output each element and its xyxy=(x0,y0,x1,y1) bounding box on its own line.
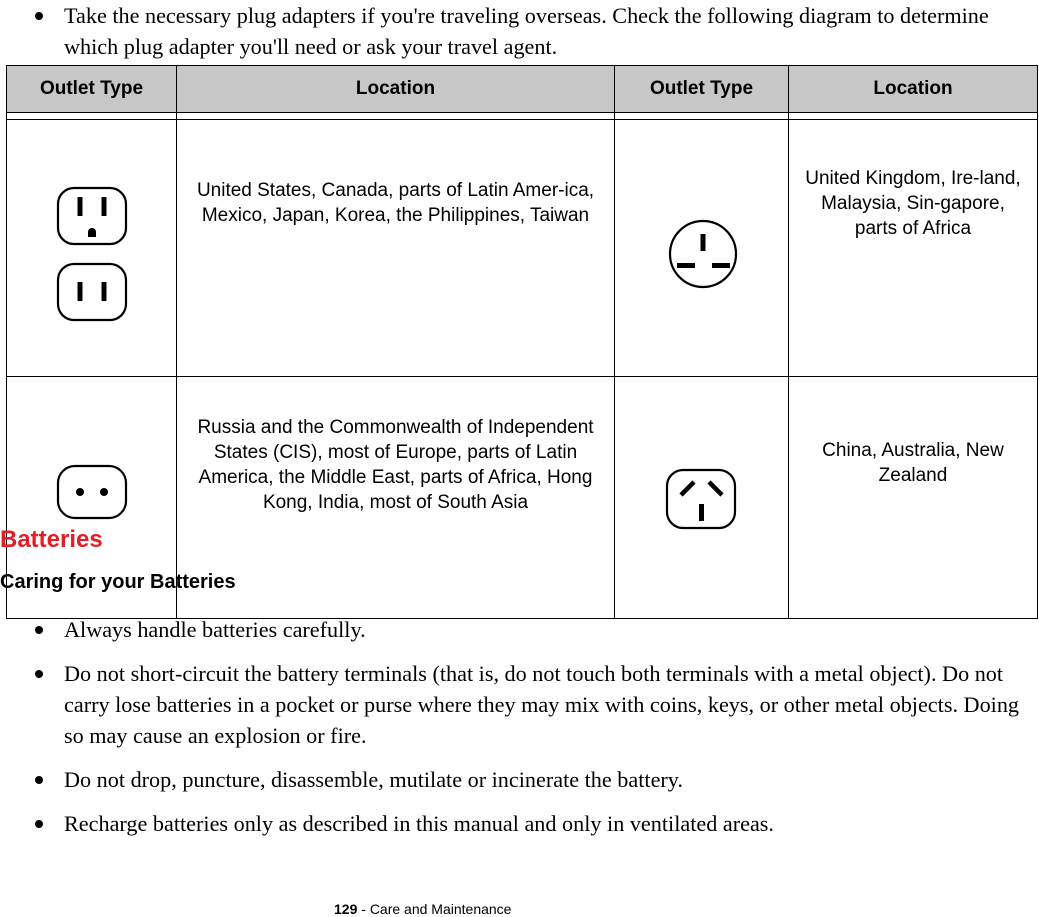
location-cell: United Kingdom, Ire-land, Malaysia, Sin-gapore, parts of Africa xyxy=(789,120,1038,377)
list-item xyxy=(0,614,1039,645)
bullet-dot-icon xyxy=(35,776,43,784)
footer-separator: - xyxy=(357,901,370,917)
table-header-row xyxy=(7,66,1038,113)
us-two-prong-outlet-icon xyxy=(58,264,126,320)
location-cell: United States, Canada, parts of Latin Amer-ica, Mexico, Japan, Korea, the Philippines, Taiwan xyxy=(177,120,615,377)
list-item xyxy=(0,658,1039,751)
subsection-title: Caring for your Batteries xyxy=(0,571,236,593)
us-three-prong-outlet-icon xyxy=(58,188,126,244)
list-item xyxy=(0,764,1039,795)
chapter-name: Care and Maintenance xyxy=(369,901,512,917)
battery-care-list xyxy=(0,614,1039,852)
list-item-text: Do not drop, puncture, disassemble, mutilate or incinerate the battery. xyxy=(64,767,684,792)
header-location-2: Location xyxy=(789,66,1038,113)
bullet-dot-icon xyxy=(35,820,43,828)
list-item-text: Recharge batteries only as described in this manual and only in ventilated areas. xyxy=(64,811,774,836)
list-item-text: Do not short-circuit the battery terminals (that is, do not touch both terminals with a metal object). Do not carry lose batteries in a pocket or purse where they may mix with coins, keys, or other metal objects. Doing so may cause an explosion or fire. xyxy=(64,661,1020,748)
header-gap-row xyxy=(7,113,1038,120)
page-number: 129 xyxy=(334,901,358,917)
location-cell: Russia and the Commonwealth of Independent States (CIS), most of Europe, parts of Latin America, the Middle East, parts of Africa, Hong Kong, India, most of South Asia xyxy=(177,377,615,619)
outlet-type-cell xyxy=(615,120,789,377)
plug-adapter-table xyxy=(6,65,1038,619)
outlet-type-cell xyxy=(7,120,177,377)
intro-bullet xyxy=(0,0,1039,62)
header-outlet-type-2: Outlet Type xyxy=(615,66,789,113)
page-footer xyxy=(334,901,511,917)
header-outlet-type-1: Outlet Type xyxy=(7,66,177,113)
outlet-type-cell xyxy=(615,377,789,619)
uk-outlet-icon xyxy=(617,146,787,344)
intro-text: Take the necessary plug adapters if you're traveling overseas. Check the following diagram to determine which plug adapter you'll need or ask your travel agent. xyxy=(64,3,989,59)
bullet-dot-icon xyxy=(35,626,43,634)
section-title: Batteries xyxy=(0,526,103,553)
location-cell: China, Australia, New Zealand xyxy=(789,377,1038,619)
header-location-1: Location xyxy=(177,66,615,113)
list-item-text: Always handle batteries carefully. xyxy=(64,617,366,642)
list-item xyxy=(0,808,1039,839)
table-row xyxy=(7,120,1038,377)
bullet-dot-icon xyxy=(35,670,43,678)
intro-list xyxy=(0,0,1039,62)
europe-round-pin-outlet-icon xyxy=(7,404,177,584)
us-outlets-graphic xyxy=(7,146,177,344)
bullet-dot-icon xyxy=(35,12,43,20)
australia-outlet-icon xyxy=(617,404,787,584)
